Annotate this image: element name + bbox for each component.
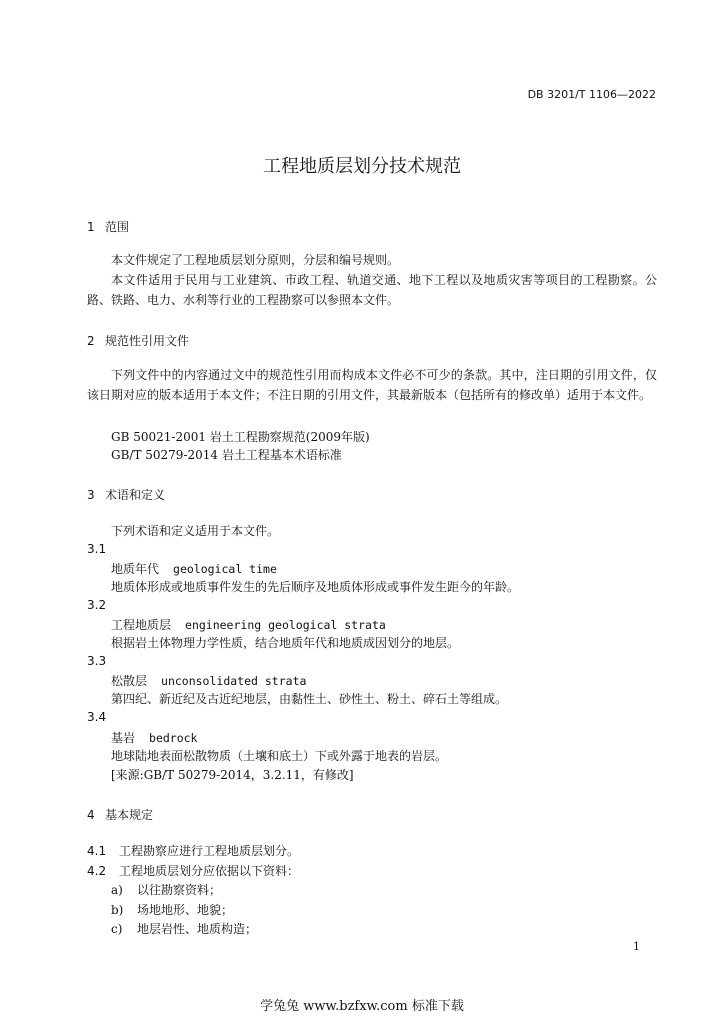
term-chinese: 松散层 xyxy=(111,674,148,688)
document-title: 工程地质层划分技术规范 xyxy=(263,156,461,177)
term-number: 3.1 xyxy=(87,542,107,556)
section-number: 2 xyxy=(87,334,95,348)
clause-number: 4.1 xyxy=(87,844,107,858)
term-definition: 第四纪、新近纪及古近纪地层，由黏性土、砂性土、粉土、碎石土等组成。 xyxy=(111,692,508,706)
term-number: 3.2 xyxy=(87,598,107,612)
list-text: 场地地形、地貌； xyxy=(137,903,234,917)
list-item xyxy=(111,881,221,898)
footer-watermark-link[interactable]: 学兔兔 www.bzfxw.com 标准下载 xyxy=(260,999,464,1014)
clause xyxy=(87,862,299,879)
section-3-heading xyxy=(87,486,165,503)
list-text: 以往勘察资料； xyxy=(137,883,222,897)
term-definition: 地球陆地表面松散物质（土壤和底土）下或外露于地表的岩层。 xyxy=(111,749,448,763)
clause-text: 工程地质层划分应依据以下资料： xyxy=(119,864,300,878)
list-item xyxy=(111,901,233,918)
term-number: 3.3 xyxy=(87,654,107,668)
term-number: 3.4 xyxy=(87,710,107,724)
clause xyxy=(87,842,299,859)
term-name xyxy=(111,672,306,689)
term-english: engineering geological strata xyxy=(185,618,386,632)
normative-reference: GB/T 50279-2014 岩土工程基本术语标准 xyxy=(111,448,342,462)
list-marker: c) xyxy=(111,922,123,936)
section-title: 规范性引用文件 xyxy=(105,334,190,348)
section-title: 基本规定 xyxy=(105,808,154,822)
term-name xyxy=(111,729,197,746)
list-text: 地层岩性、地质构造； xyxy=(137,922,258,936)
term-english: bedrock xyxy=(149,731,198,745)
clause-number: 4.2 xyxy=(87,864,107,878)
section-2-heading xyxy=(87,332,189,349)
term-english: unconsolidated strata xyxy=(161,674,307,688)
section-4-heading xyxy=(87,806,153,823)
paragraph: 本文件适用于民用与工业建筑、市政工程、轨道交通、地下工程以及地质灾害等项目的工程勘察。公路、铁路、电力、水利等行业的工程勘察可以参照本文件。 xyxy=(87,273,657,307)
section-title: 术语和定义 xyxy=(105,488,166,502)
list-marker: b) xyxy=(111,903,124,917)
normative-reference: GB 50021-2001 岩土工程勘察规范(2009年版) xyxy=(111,430,370,444)
list-marker: a) xyxy=(111,883,123,897)
section-1-heading xyxy=(87,218,129,235)
clause-text: 工程勘察应进行工程地质层划分。 xyxy=(119,844,300,858)
section-number: 1 xyxy=(87,220,95,234)
term-name xyxy=(111,560,277,577)
section-title: 范围 xyxy=(105,220,130,234)
section-intro: 下列术语和定义适用于本文件。 xyxy=(111,524,280,538)
term-name xyxy=(111,616,386,633)
term-source: [来源:GB/T 50279-2014，3.2.11，有修改] xyxy=(111,768,354,782)
standard-code: DB 3201/T 1106—2022 xyxy=(527,88,656,101)
section-number: 4 xyxy=(87,808,95,822)
paragraph: 本文件规定了工程地质层划分原则，分层和编号规则。 xyxy=(111,253,400,267)
term-chinese: 地质年代 xyxy=(111,562,160,576)
section-number: 3 xyxy=(87,488,95,502)
term-definition: 地质体形成或地质事件发生的先后顺序及地质体形成或事件发生距今的年龄。 xyxy=(111,580,520,594)
term-english: geological time xyxy=(173,562,277,576)
page-number: 1 xyxy=(633,940,640,953)
term-definition: 根据岩土体物理力学性质，结合地质年代和地质成因划分的地层。 xyxy=(111,636,460,650)
term-chinese: 基岩 xyxy=(111,731,136,745)
list-item xyxy=(111,920,257,937)
paragraph: 下列文件中的内容通过文中的规范性引用而构成本文件必不可少的条款。其中，注日期的引用文件，仅该日期对应的版本适用于本文件；不注日期的引用文件，其最新版本（包括所有的修改单）适用于本文件。 xyxy=(87,368,657,402)
term-chinese: 工程地质层 xyxy=(111,618,172,632)
